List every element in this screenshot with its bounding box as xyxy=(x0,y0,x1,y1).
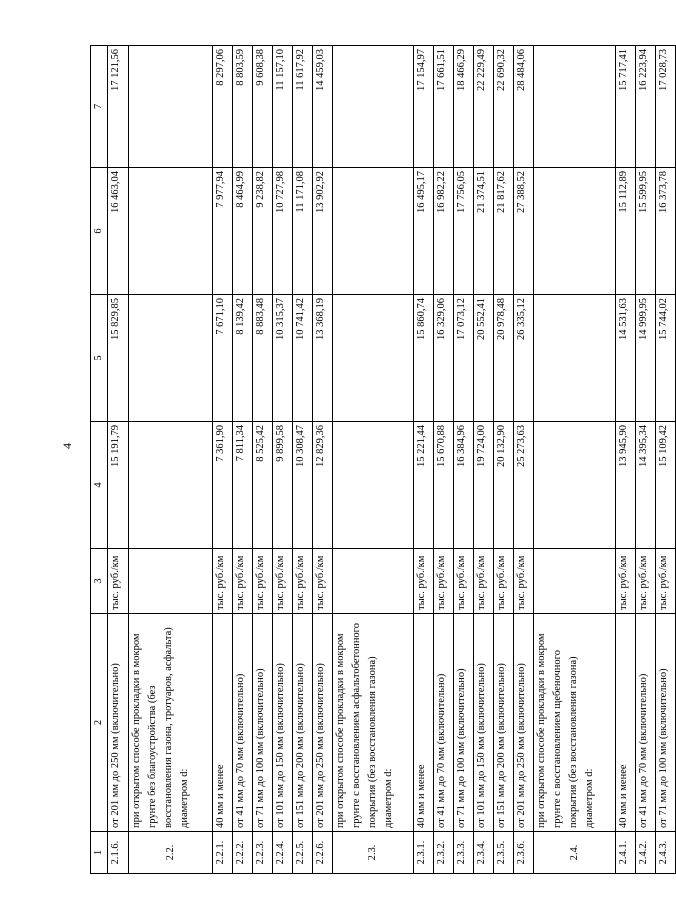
table-header-row xyxy=(91,46,108,874)
row-value-col6: 15 599,95 xyxy=(636,168,656,295)
row-value-col7: 15 717,41 xyxy=(616,46,636,168)
row-unit: тыс. руб./км xyxy=(213,549,233,614)
row-code: 2.2.2. xyxy=(233,832,253,874)
row-value-col5: 15 829,85 xyxy=(108,295,129,422)
section-row xyxy=(333,46,414,874)
row-unit: тыс. руб./км xyxy=(108,549,129,614)
header-cell: 1 xyxy=(91,832,108,874)
tariff-table xyxy=(90,45,676,874)
row-unit: тыс. руб./км xyxy=(434,549,454,614)
row-description: от 41 мм до 70 мм (включительно) xyxy=(233,614,253,832)
row-value-col7: 9 608,38 xyxy=(253,46,273,168)
row-value-col4: 8 525,42 xyxy=(253,422,273,549)
row-code: 2.3.1. xyxy=(414,832,434,874)
row-value-col6: 21 817,62 xyxy=(494,168,514,295)
header-cell: 6 xyxy=(91,168,108,295)
row-code: 2.4.3. xyxy=(656,832,676,874)
row-code: 2.3.3. xyxy=(454,832,474,874)
row-unit: тыс. руб./км xyxy=(616,549,636,614)
row-value-col4: 7 811,34 xyxy=(233,422,253,549)
table-row xyxy=(616,46,636,874)
row-description: от 151 мм до 200 мм (включительно) xyxy=(293,614,313,832)
section-value-col7 xyxy=(534,46,616,168)
table-row xyxy=(494,46,514,874)
section-value-col4 xyxy=(534,422,616,549)
row-unit: тыс. руб./км xyxy=(494,549,514,614)
row-value-col6: 15 112,89 xyxy=(616,168,636,295)
row-unit: тыс. руб./км xyxy=(636,549,656,614)
row-value-col4: 20 132,90 xyxy=(494,422,514,549)
row-description: 40 мм и менее xyxy=(616,614,636,832)
row-code: 2.3.2. xyxy=(434,832,454,874)
row-value-col5: 15 860,74 xyxy=(414,295,434,422)
table-row xyxy=(414,46,434,874)
row-value-col6: 21 374,51 xyxy=(474,168,494,295)
row-value-col6: 27 388,52 xyxy=(514,168,534,295)
row-unit: тыс. руб./км xyxy=(514,549,534,614)
table-row xyxy=(656,46,676,874)
row-value-col4: 15 191,79 xyxy=(108,422,129,549)
row-value-col5: 14 531,63 xyxy=(616,295,636,422)
row-value-col5: 20 552,41 xyxy=(474,295,494,422)
row-value-col6: 17 756,05 xyxy=(454,168,474,295)
row-value-col4: 12 829,36 xyxy=(313,422,333,549)
table-row xyxy=(514,46,534,874)
section-value-col5 xyxy=(333,295,414,422)
row-description: от 201 мм до 250 мм (включительно) xyxy=(313,614,333,832)
row-value-col7: 17 154,97 xyxy=(414,46,434,168)
section-value-col7 xyxy=(129,46,213,168)
row-description: от 71 мм до 100 мм (включительно) xyxy=(656,614,676,832)
row-value-col4: 25 273,63 xyxy=(514,422,534,549)
row-description: от 151 мм до 200 мм (включительно) xyxy=(494,614,514,832)
row-code: 2.4.2. xyxy=(636,832,656,874)
row-unit: тыс. руб./км xyxy=(313,549,333,614)
row-value-col5: 17 073,12 xyxy=(454,295,474,422)
section-row xyxy=(129,46,213,874)
row-value-col7: 11 617,92 xyxy=(293,46,313,168)
row-value-col6: 13 902,92 xyxy=(313,168,333,295)
section-value-col5 xyxy=(129,295,213,422)
header-cell: 3 xyxy=(91,549,108,614)
row-value-col6: 8 464,99 xyxy=(233,168,253,295)
row-code: 2.1.6. xyxy=(108,832,129,874)
row-unit: тыс. руб./км xyxy=(454,549,474,614)
row-unit: тыс. руб./км xyxy=(273,549,293,614)
row-value-col5: 10 741,42 xyxy=(293,295,313,422)
table-row xyxy=(273,46,293,874)
table-row xyxy=(434,46,454,874)
header-cell: 2 xyxy=(91,614,108,832)
row-description: 40 мм и менее xyxy=(213,614,233,832)
table-row xyxy=(313,46,333,874)
header-cell: 4 xyxy=(91,422,108,549)
table-row xyxy=(213,46,233,874)
row-value-col4: 13 945,90 xyxy=(616,422,636,549)
row-description: от 201 мм до 250 мм (включительно) xyxy=(514,614,534,832)
row-value-col7: 17 661,51 xyxy=(434,46,454,168)
table-row xyxy=(108,46,129,874)
row-unit: тыс. руб./км xyxy=(253,549,273,614)
row-value-col4: 19 724,00 xyxy=(474,422,494,549)
page-number: 4 xyxy=(60,443,74,449)
row-unit: тыс. руб./км xyxy=(233,549,253,614)
row-description: от 71 мм до 100 мм (включительно) xyxy=(454,614,474,832)
table-row xyxy=(636,46,656,874)
row-unit: тыс. руб./км xyxy=(656,549,676,614)
header-cell: 5 xyxy=(91,295,108,422)
row-unit: тыс. руб./км xyxy=(293,549,313,614)
row-value-col5: 7 671,10 xyxy=(213,295,233,422)
row-code: 2.2.1. xyxy=(213,832,233,874)
row-code: 2.2.3. xyxy=(253,832,273,874)
section-code: 2.3. xyxy=(333,832,414,874)
row-value-col5: 15 744,02 xyxy=(656,295,676,422)
row-code: 2.2.4. xyxy=(273,832,293,874)
section-code: 2.4. xyxy=(534,832,616,874)
row-description: от 201 мм до 250 мм (включительно) xyxy=(108,614,129,832)
table-row xyxy=(474,46,494,874)
header-cell: 7 xyxy=(91,46,108,168)
row-value-col4: 15 221,44 xyxy=(414,422,434,549)
row-value-col7: 28 484,06 xyxy=(514,46,534,168)
section-unit xyxy=(534,549,616,614)
row-value-col7: 17 028,73 xyxy=(656,46,676,168)
row-value-col6: 11 171,08 xyxy=(293,168,313,295)
section-value-col5 xyxy=(534,295,616,422)
row-value-col7: 22 229,49 xyxy=(474,46,494,168)
section-value-col6 xyxy=(534,168,616,295)
row-value-col5: 13 368,19 xyxy=(313,295,333,422)
row-value-col4: 7 361,90 xyxy=(213,422,233,549)
row-description: от 71 мм до 100 мм (включительно) xyxy=(253,614,273,832)
row-unit: тыс. руб./км xyxy=(474,549,494,614)
table-row xyxy=(293,46,313,874)
row-value-col5: 14 999,95 xyxy=(636,295,656,422)
row-value-col5: 10 315,37 xyxy=(273,295,293,422)
row-value-col6: 10 727,98 xyxy=(273,168,293,295)
row-description: от 41 мм до 70 мм (включительно) xyxy=(434,614,454,832)
row-code: 2.2.6. xyxy=(313,832,333,874)
row-value-col6: 16 463,04 xyxy=(108,168,129,295)
table-row xyxy=(454,46,474,874)
rotated-table-container xyxy=(90,46,669,874)
table-row xyxy=(253,46,273,874)
section-value-col7 xyxy=(333,46,414,168)
row-value-col4: 16 384,96 xyxy=(454,422,474,549)
row-value-col5: 8 139,42 xyxy=(233,295,253,422)
section-code: 2.2. xyxy=(129,832,213,874)
row-description: от 101 мм до 150 мм (включительно) xyxy=(474,614,494,832)
section-description: при открытом способе прокладки в мокром грунте без благоустройства (без восстановления газона, тротуаров, асфальта) диаметром d: xyxy=(129,614,213,832)
section-value-col4 xyxy=(129,422,213,549)
section-value-col4 xyxy=(333,422,414,549)
row-code: 2.3.5. xyxy=(494,832,514,874)
row-value-col6: 9 238,82 xyxy=(253,168,273,295)
row-code: 2.4.1. xyxy=(616,832,636,874)
row-value-col4: 9 899,58 xyxy=(273,422,293,549)
row-value-col7: 8 297,06 xyxy=(213,46,233,168)
row-value-col6: 7 977,94 xyxy=(213,168,233,295)
row-code: 2.2.5. xyxy=(293,832,313,874)
table-row xyxy=(233,46,253,874)
row-description: от 101 мм до 150 мм (включительно) xyxy=(273,614,293,832)
section-row xyxy=(534,46,616,874)
row-value-col7: 18 466,29 xyxy=(454,46,474,168)
section-description: при открытом способе прокладки в мокром грунте с восстановлением асфальтобетонного покрытия (без восстановления газона) диаметром d: xyxy=(333,614,414,832)
row-code: 2.3.6. xyxy=(514,832,534,874)
section-value-col6 xyxy=(129,168,213,295)
section-unit xyxy=(333,549,414,614)
row-description: 40 мм и менее xyxy=(414,614,434,832)
row-value-col4: 14 395,34 xyxy=(636,422,656,549)
row-value-col5: 16 329,06 xyxy=(434,295,454,422)
row-value-col4: 15 109,42 xyxy=(656,422,676,549)
row-value-col5: 8 883,48 xyxy=(253,295,273,422)
row-value-col6: 16 495,17 xyxy=(414,168,434,295)
row-value-col4: 10 308,47 xyxy=(293,422,313,549)
row-value-col4: 15 670,88 xyxy=(434,422,454,549)
row-code: 2.3.4. xyxy=(474,832,494,874)
row-value-col5: 26 335,12 xyxy=(514,295,534,422)
row-value-col6: 16 982,22 xyxy=(434,168,454,295)
row-description: от 41 мм до 70 мм (включительно) xyxy=(636,614,656,832)
row-value-col7: 11 157,10 xyxy=(273,46,293,168)
row-value-col7: 16 223,94 xyxy=(636,46,656,168)
row-value-col7: 17 121,56 xyxy=(108,46,129,168)
row-value-col5: 20 978,48 xyxy=(494,295,514,422)
row-unit: тыс. руб./км xyxy=(414,549,434,614)
section-value-col6 xyxy=(333,168,414,295)
row-value-col7: 8 803,59 xyxy=(233,46,253,168)
section-description: при открытом способе прокладки в мокром грунте с восстановлением щебеночного покрытия (без восстановления газона) диаметром d: xyxy=(534,614,616,832)
row-value-col7: 14 459,03 xyxy=(313,46,333,168)
section-unit xyxy=(129,549,213,614)
row-value-col7: 22 690,32 xyxy=(494,46,514,168)
row-value-col6: 16 373,78 xyxy=(656,168,676,295)
